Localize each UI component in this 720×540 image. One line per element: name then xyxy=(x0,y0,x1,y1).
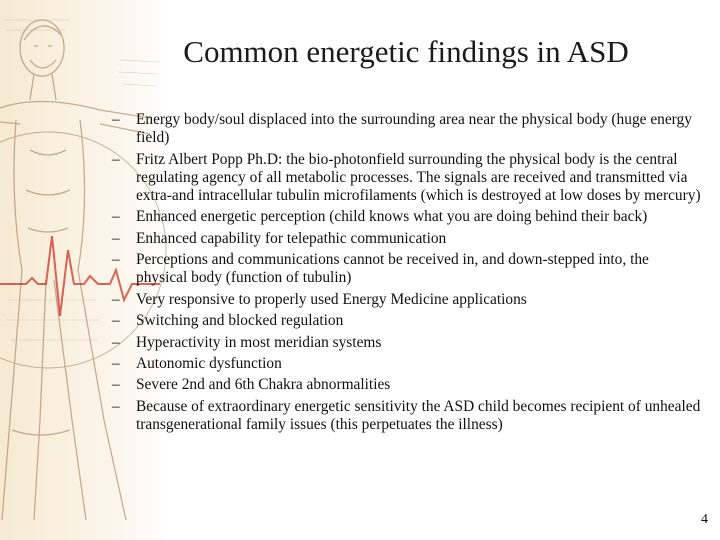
bullet-text: Perceptions and communications cannot be received in, and down-stepped into, the physical body (function of tubulin) xyxy=(136,251,649,287)
bullet-text: Because of extraordinary energetic sensitivity the ASD child becomes recipient of unhealed transgenerational family issues (this perpetuates the illness) xyxy=(136,397,701,433)
bullet-text: Enhanced energetic perception (child knows what you are doing behind their back) xyxy=(136,208,648,226)
bullet-list xyxy=(112,111,702,437)
bullet-text: Very responsive to properly used Energy Medicine applications xyxy=(136,290,527,308)
bullet-item xyxy=(112,111,702,147)
bullet-item xyxy=(112,230,702,248)
bullet-item xyxy=(112,355,702,373)
bullet-marker: – xyxy=(112,111,120,128)
bullet-marker: – xyxy=(112,290,120,308)
page-number: 4 xyxy=(701,512,708,527)
slide-title: Common energetic findings in ASD xyxy=(183,34,629,69)
bullet-marker: – xyxy=(112,208,120,226)
bullet-text: Enhanced capability for telepathic communication xyxy=(136,229,447,247)
bullet-marker: – xyxy=(112,376,120,394)
bullet-item xyxy=(112,208,702,226)
bullet-marker: – xyxy=(112,333,120,351)
bullet-text: Severe 2nd and 6th Chakra abnormalities xyxy=(136,376,391,394)
bullet-item xyxy=(112,291,702,309)
bullet-marker: – xyxy=(112,251,120,269)
bullet-text: Hyperactivity in most meridian systems xyxy=(136,333,382,351)
bullet-text: Switching and blocked regulation xyxy=(136,312,344,330)
bullet-marker: – xyxy=(112,150,120,168)
bullet-marker: – xyxy=(112,397,120,415)
bullet-marker: – xyxy=(112,229,120,247)
bullet-text: Autonomic dysfunction xyxy=(136,354,282,372)
bullet-item xyxy=(112,312,702,330)
bullet-item xyxy=(112,334,702,352)
bullet-text: Energy body/soul displaced into the surrounding area near the physical body (huge energy field) xyxy=(136,111,692,147)
bullet-item xyxy=(112,151,702,206)
bullet-item xyxy=(112,398,702,434)
bullet-marker: – xyxy=(112,312,120,330)
bullet-marker: – xyxy=(112,354,120,372)
bullet-text: Fritz Albert Popp Ph.D: the bio-photonfield surrounding the physical body is the central regulating agency of all metabolic processes. The signals are received and transmitted via extra-and intracellular tubulin microfilaments (which is destroyed at low doses by mercury) xyxy=(136,150,701,204)
bullet-item xyxy=(112,376,702,394)
bullet-item xyxy=(112,251,702,287)
